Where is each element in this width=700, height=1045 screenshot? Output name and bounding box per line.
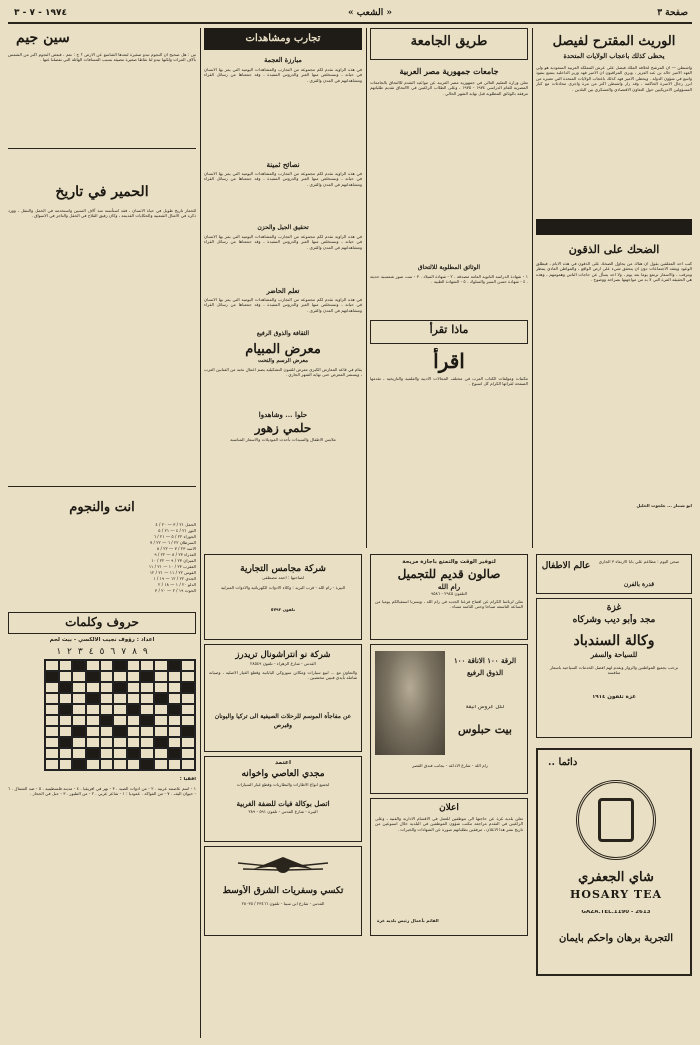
stars-row: الحمل ٢١ / ٣ — ٢٠ / ٤ (155, 522, 196, 527)
bridal-ad-name: بيت حبلوس (458, 723, 512, 736)
stars-row: السرطان ٢٢ / ٦ — ٢٢ / ٧ (149, 540, 196, 545)
center-subhead: تعلم الحاضر (266, 287, 300, 295)
reading-big-title: اقرأ (433, 349, 465, 373)
salon-ad (370, 554, 528, 640)
left-column (8, 28, 196, 1038)
reading-banner: ماذا تقرأ (370, 320, 528, 344)
hakim-title: حلمي زهور (254, 421, 312, 435)
column-divider (532, 28, 533, 548)
stars-row: العقرب ٢٣ / ١٠ — ٢١ / ١١ (148, 564, 196, 569)
page-label: صفحة ٣ (657, 8, 688, 18)
crossword-grid[interactable] (44, 659, 196, 771)
trade-ad-title: شركة مجامس التجارية (240, 564, 326, 574)
mid-right-column (370, 28, 528, 548)
article-body: واشنطن — ان المرشح لخلافة الملك فيصل على عرش المملكة العربية السعودية هو ولي العهد الامير خالد بن عبد العزيز ، ويرى المراقبون ان الامير فهد وزير الداخلية يتمتع بنفوذ واسع في شؤون الدولة . ويحظى الامير فهد كذلك باعجاب الولايات المتحدة التي تعتبره من ابرز رجال الاسرة الحاكمة ، وقد زار واشنطن اكثر من مرة واجرى محادثات مع كبار المسؤولين الامريكيين حول التعاون الاقتصادي والعسكري بين البلدين . (536, 65, 692, 92)
stars-row: الميزان ٢٣ / ٩ — ٢٢ / ١٠ (151, 558, 196, 563)
stars-row: الجدي ٢٢ / ١٢ — ١٩ / ١ (153, 576, 196, 581)
gaza-ad-body: نرحب بجميع المواطنين والزوار ونقدم لهم افضل الخدمات السياحية باسعار منافسة (549, 665, 679, 676)
gaza-ad-agency-sub: للسياحة والسفر (590, 650, 638, 659)
center-banner: تجارب ومشاهدات (204, 28, 362, 50)
bride-photo (375, 651, 445, 755)
documents-body: ١ - شهادة الدراسة الثانوية العامة مصدقة . ٢ - شهادة الميلاد . ٣ - ست صور شمسية حديثة . ٤ - شهادة حسن السير والسلوك . ٥ - الشهادة الطبية . (370, 274, 528, 285)
majdi-ad (204, 756, 362, 842)
majdi-ad-name: مجدي العاصي واخوانه (241, 769, 325, 779)
university-banner: طريق الجامعة (370, 28, 528, 60)
stars-row: الثور ٢١ / ٤ — ٢١ / ٥ (158, 528, 196, 533)
bridal-ad-foot: رام الله - شارع الاذاعة - بجانب فندق القصر (412, 763, 488, 768)
suzuki-ad-sub: القدس - شارع الزهراء - تلفون ٢٨٥٤٩ (250, 661, 316, 666)
gaza-ad-agency: وكالة السندباد (573, 633, 655, 649)
stars-row: الجوزاء ٢٢ / ٥ — ٢١ / ٦ (153, 534, 196, 539)
tea-ad-slogan: التجربة برهان واحكم بايمان (558, 933, 674, 944)
salon-ad-body: نعلن لزبائننا الكرام عن افتتاح فرعنا الجديد في رام الله ، ويسرنا استقبالكم يوميا من الساعة التاسعة صباحا وحتى الثامنة مساء . (375, 599, 523, 610)
article-subhead: يحظى كذلك باعجاب الولايات المتحدة (563, 52, 665, 60)
center-body: في هذه الزاوية نقدم لكم مجموعة من التجارب والمشاهدات اليومية التي يمر بها الانسان في حياته ، ونستخلص منها العبر والدروس المفيدة ، وقد جمعناها من رسائل القراء ومشاهداتهم في المدن والقرى . (204, 297, 362, 313)
suzuki-ad (204, 644, 362, 752)
kids-world-title: عالم الاطفال (541, 561, 591, 571)
salon-ad-phone: التلفون ٢٩٤٥ - ٩٥٨٦ (431, 591, 467, 596)
taxi-ad (204, 846, 362, 936)
stars-row: الدلو ٢٠ / ١ — ١٨ / ٢ (158, 582, 196, 587)
donkeys-banner: الحمير في تاريخ (55, 184, 149, 200)
announcement-body: تعلن بلدية غزة عن حاجتها الى موظفين للعمل في الاقسام الادارية والفنية ، وعلى الراغبين في التقدم مراجعة مكتب شؤون الموظفين في البلدية خلال اسبوعين من تاريخ نشر هذا الاعلان ، مرفقين بطلباتهم صورة عن الشهادات والخبرات . (375, 816, 523, 832)
stars-row: العذراء ٢٣ / ٨ — ٢٢ / ٩ (154, 552, 196, 557)
tea-ad (536, 748, 692, 976)
crossword-column-numbers: ٩ ٨ ٧ ٦ ٥ ٤ ٣ ٢ ١ (55, 647, 149, 657)
crossword-banner: حروف وكلمات (8, 612, 196, 634)
qa-body: س : هل صحيح ان النجوم تبدو صغيرة لبعدها الشاسع عن الارض ؟ ج : نعم ، فبعض النجوم اكبر من الشمس بآلاف المرات ولكنها تبدو لنا نقاطا صغيرة مضيئة بسبب المسافات الهائلة التي تفصلنا عنها . (8, 52, 196, 63)
center-column (204, 28, 362, 548)
suzuki-ad-foot: عن مفاجأة الموسم للرحلات الصيفية الى تركيا واليونان وقبرص (214, 713, 352, 729)
center-subhead: نصائح ثمينة (266, 160, 300, 169)
kids-world-dish: قدرة بالفرن (623, 581, 655, 588)
clues-body: ١ - اسم عاصمة عربية . ٢ - من ادوات الصيد . ٣ - نهر في افريقيا . ٤ - مدينة فلسطينية . ٥ - ضد الشمال . ٦ - حيوان اليف . ٧ - من الفواكه . عموديا : ١ - شاعر عربي . ٢ - من الطيور . ٣ - جبل في الحجاز . (8, 786, 196, 797)
right-column (536, 28, 692, 548)
trade-ad-body: البيرة - رام الله - قرب البريد : وكلاء الادوات الكهربائية والادوات المنزلية (220, 585, 346, 590)
announcement-title: اعلان (439, 803, 459, 813)
majdi-ad-label: اعتمد (274, 760, 292, 766)
section-rule (8, 486, 196, 487)
university-headline: جامعات جمهورية مصر العربية (399, 66, 499, 76)
salon-ad-tagline: لتوفير الوقت والتمتع باجازة مريحة (402, 559, 496, 565)
reading-body: مكتبات ومؤلفات الكتاب العرب في مختلف المجالات الادبية والعلمية والتاريخية ، تقدمها الصفحة لقرائها الكرام كل اسبوع . (370, 376, 528, 387)
exhibit-body: يقام في قاعة المعارض الكبرى معرض للفنون التشكيلية يضم اعمال نخبة من الفنانين العرب ، ويستمر المعرض حتى نهاية الشهر الجاري . (204, 367, 362, 378)
university-body: تعلن وزارة التعليم العالي في جمهورية مصر العربية عن مواعيد التقدم للالتحاق بالجامعات المصرية للعام الدراسي ١٩٧٤ - ١٩٧٥ ، وعلى الطلاب الراغبين في الالتحاق تقديم طلباتهم مرفقة بالوثائق المطلوبة قبل نهاية الشهر الحالي . (370, 80, 528, 96)
column-body: كتب احد المعلقين يقول ان هناك من يحاول الضحك على الذقون في هذه الايام ، فيطلق الوعود ويعقد الاجتماعات دون ان يتحقق شيء على ارض الواقع ، والمواطن العادي ينتظر ويترقب ، والاسعار ترتفع يوما بعد يوم ، ولا احد يسأل عن حاجات الناس وهمومهم ، وهذه هي الحقيقة المرة التي لا بد من مواجهتها بصراحة ووضوح . (536, 261, 692, 283)
column-banner-title: الضحك على الذقون (568, 243, 660, 256)
gaza-travel-ad (536, 598, 692, 738)
center-subhead: مبارزة العجمة (264, 56, 302, 64)
majdi-ad-body: لجميع انواع الاطارات والبطاريات وقطع غيار السيارات (236, 782, 330, 787)
column-signature: ابو شنتار ... جلجوت الخليل (636, 503, 692, 508)
suzuki-ad-body: والتعاون مع ... لبيع سيارات ومكائن سوزوكي اليابانية وقطع الغيار الاصلية ، وصيانة شاملة بأيدي فنيين مختصين . (209, 670, 357, 681)
masthead-rule (8, 22, 692, 24)
tea-ad-phone: GAZA.TEL.1190 - 2613 (581, 910, 651, 915)
crossword-credit: اعداد : رؤوف نجيب الالكسي - بيت لحم (49, 637, 155, 643)
trade-ad-sub: لصاحبها : احمد مصطفى (262, 575, 304, 580)
center-body: في هذه الزاوية نقدم لكم مجموعة من التجارب والمشاهدات اليومية التي يمر بها الانسان في حياته ، ونستخلص منها العبر والدروس المفيدة ، وقد جمعناها من رسائل القراء ومشاهداتهم في المدن والقرى . (204, 171, 362, 187)
stars-row: القوس ٢٢ / ١١ — ٢١ / ١٢ (149, 570, 196, 575)
stars-banner: انت والنجوم (69, 500, 135, 515)
salon-ad-city: رام الله (437, 582, 461, 591)
announcement-signature: القائم بأعمال رئيس بلدية غزة (377, 918, 439, 923)
paper-name: « الشعب » (348, 8, 392, 18)
bridal-ad-sub: لكل عروس انيقة (465, 705, 505, 710)
section-rule (8, 148, 196, 149)
center-subhead: حلوا ... وشاهدوا (258, 410, 308, 419)
stars-table (8, 522, 196, 594)
trade-ad-phone: تلفون ٥٧٩٢ (270, 607, 296, 612)
announcement-ad (370, 798, 528, 936)
hakim-body: ملابس الاطفال والسيدات بأحدث الموديلات والاسعار المناسبة (230, 437, 336, 442)
kids-world-ad (536, 554, 692, 594)
center-subhead: الثقافة والذوق الرفيع (256, 330, 310, 337)
tea-ad-tag: دائما .. (548, 757, 578, 768)
majdi-ad-foot: اتصل بوكالة فيات للضفة الغربية (236, 799, 330, 808)
bridal-ad (370, 644, 528, 794)
gaza-ad-city: غزة (606, 603, 622, 613)
stars-row: الحوت ١٩ / ٢ — ٢٠ / ٣ (154, 588, 196, 593)
qa-banner: سين جيم (16, 30, 70, 46)
exhibit-subtitle: معرض الرسم والنحت (257, 358, 309, 364)
column-divider (200, 28, 201, 1038)
gaza-ad-phone: غزة تلفون ١٩١٤ (591, 695, 637, 700)
bridal-ad-price: الرقة ١٠٠ الاناقة ١٠٠ الذوق الرفيع (453, 656, 517, 677)
center-body: في هذه الزاوية نقدم لكم مجموعة من التجارب والمشاهدات اليومية التي يمر بها الانسان في حياته ، ونستخلص منها العبر والدروس المفيدة ، وقد جمعناها من رسائل القراء ومشاهداتهم في المدن والقرى . (204, 67, 362, 83)
center-body: في هذه الزاوية نقدم لكم مجموعة من التجارب والمشاهدات اليومية التي يمر بها الانسان في حياته ، ونستخلص منها العبر والدروس المفيدة ، وقد جمعناها من رسائل القراء ومشاهداتهم في المدن والقرى . (204, 234, 362, 250)
salon-ad-name: صالون قديم للتجميل (397, 567, 501, 581)
suzuki-ad-title: شركة نو انتراشونال تريدرز (235, 650, 331, 660)
center-subhead: تحقيق الجيل والحزن (257, 224, 309, 231)
issue-date: ١٩٧٤ - ٧ - ٣ (14, 8, 68, 18)
tea-logo-icon (598, 798, 634, 842)
gaza-ad-name: مجد وأبو ديب وشركاه (572, 615, 656, 625)
majdi-ad-phone: البيرة - شارع القدس - تلفون ٥٩١ - ٢٨٩ (248, 809, 318, 814)
masthead (8, 6, 692, 22)
documents-subhead: الوثائق المطلوبة للالتحاق (417, 264, 481, 271)
column-divider (366, 28, 367, 548)
kids-world-body: صحن اليوم : مطاعم علي بابا الاربعاء ٣ الجاري (598, 559, 680, 564)
taxi-ad-title: تكسي وسفريات الشرق الأوسط (222, 886, 344, 896)
wings-logo-icon (233, 853, 333, 879)
clues-heading: افقيا : (179, 777, 196, 782)
article-headline: الوريث المقترح لفيصل (552, 34, 676, 49)
taxi-ad-body: القدس - شارع ابن سينا - تلفون ٢٣٤٦٦ / ٢٨٠٣٥ (241, 901, 325, 906)
tea-ad-english: HOSARY TEA (569, 888, 663, 901)
donkeys-body: للحمار تاريخ طويل في حياة الانسان ، فقد استأنسه منذ آلاف السنين واستخدمه في الحمل والتنقل ، وورد ذكره في الامثال الشعبية والحكايات القديمة ، وكان رفيق الفلاح في الحقل والتاجر في الاسواق . (8, 208, 196, 219)
column-banner-bar (536, 219, 692, 235)
trade-company-ad (204, 554, 362, 640)
exhibit-title: معرض المبيام (245, 342, 321, 357)
tea-ad-arabic: شاي الجعفري (578, 870, 654, 885)
stars-row: الاسد ٢٣ / ٧ — ٢٢ / ٨ (156, 546, 196, 551)
